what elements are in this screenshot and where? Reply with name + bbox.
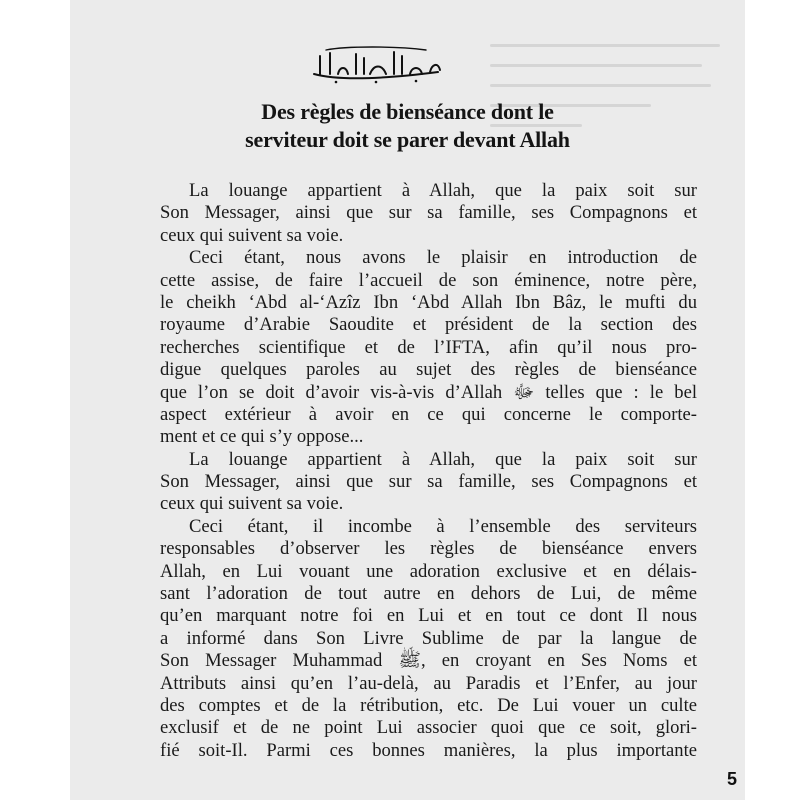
chapter-title	[90, 98, 725, 154]
paragraph	[160, 180, 697, 247]
paragraph	[160, 247, 697, 449]
page-number: 5	[726, 769, 737, 789]
body-text	[160, 180, 697, 762]
text-line: La louange appartient à Allah, que la paix soit sur	[189, 180, 697, 201]
paragraph	[160, 449, 697, 516]
text-line: Son Messager, ainsi que sur sa famille, ses Compagnons et	[160, 202, 697, 224]
text-line: Son Messager Muhammad ﷺ, en croyant en Ses Noms et	[160, 650, 697, 672]
text-line: le cheikh ‘Abd al-‘Azîz Ibn ‘Abd Allah Ibn Bâz, le mufti du	[160, 291, 697, 313]
text-line: Son Messager, ainsi que sur sa famille, ses Compagnons et	[160, 471, 697, 493]
text-line: exclusif et de ne point Lui associer quoi que ce soit, glori-	[160, 717, 697, 739]
text-line: ceux qui suivent sa voie.	[160, 493, 344, 515]
text-line: des comptes et de la rétribution, etc. De Lui vouer un culte	[160, 694, 697, 716]
text-line: recherches scientifique et de l’IFTA, afin qu’il nous pro-	[160, 336, 697, 358]
text-line: a informé dans Son Livre Sublime de par la langue de	[160, 627, 697, 649]
text-line: ment et ce qui s’y oppose...	[160, 426, 364, 448]
text-line: La louange appartient à Allah, que la paix soit sur	[189, 448, 697, 470]
text-line: que l’on se doit d’avoir vis-à-vis d’Allah ﷻ telles que : le bel	[160, 381, 697, 403]
text-line: fié soit-Il. Parmi ces bonnes manières, la plus importante	[160, 739, 697, 761]
text-line: Allah, en Lui vouant une adoration exclusive et en délais-	[160, 560, 697, 582]
text-line: Attributs ainsi qu’en l’au-delà, au Paradis et l’Enfer, au jour	[160, 672, 697, 694]
text-line: digue quelques paroles au sujet des règles de bienséance	[160, 359, 697, 381]
text-line: Ceci étant, il incombe à l’ensemble des serviteurs	[189, 515, 697, 537]
chapter-title-line: Des règles de bienséance dont le	[261, 99, 554, 124]
paragraph	[160, 516, 697, 762]
text-line: ceux qui suivent sa voie.	[160, 224, 344, 246]
text-line: sant l’adoration de tout autre en dehors de Lui, de même	[160, 583, 697, 605]
chapter-title-line: serviteur doit se parer devant Allah	[245, 127, 570, 152]
text-line: qu’en marquant notre foi en Lui et en tout ce dont Il nous	[160, 605, 697, 627]
text-line: aspect extérieur à avoir en ce qui concerne le comporte-	[160, 403, 697, 425]
text-line: royaume d’Arabie Saoudite et président de la section des	[160, 314, 697, 336]
text-line: Ceci étant, nous avons le plaisir en introduction de	[189, 247, 697, 269]
basmala-calligraphy	[306, 44, 446, 84]
book-page	[70, 0, 745, 800]
text-line: responsables d’observer les règles de bienséance envers	[160, 538, 697, 560]
text-line: cette assise, de faire l’accueil de son éminence, notre père,	[160, 269, 697, 291]
